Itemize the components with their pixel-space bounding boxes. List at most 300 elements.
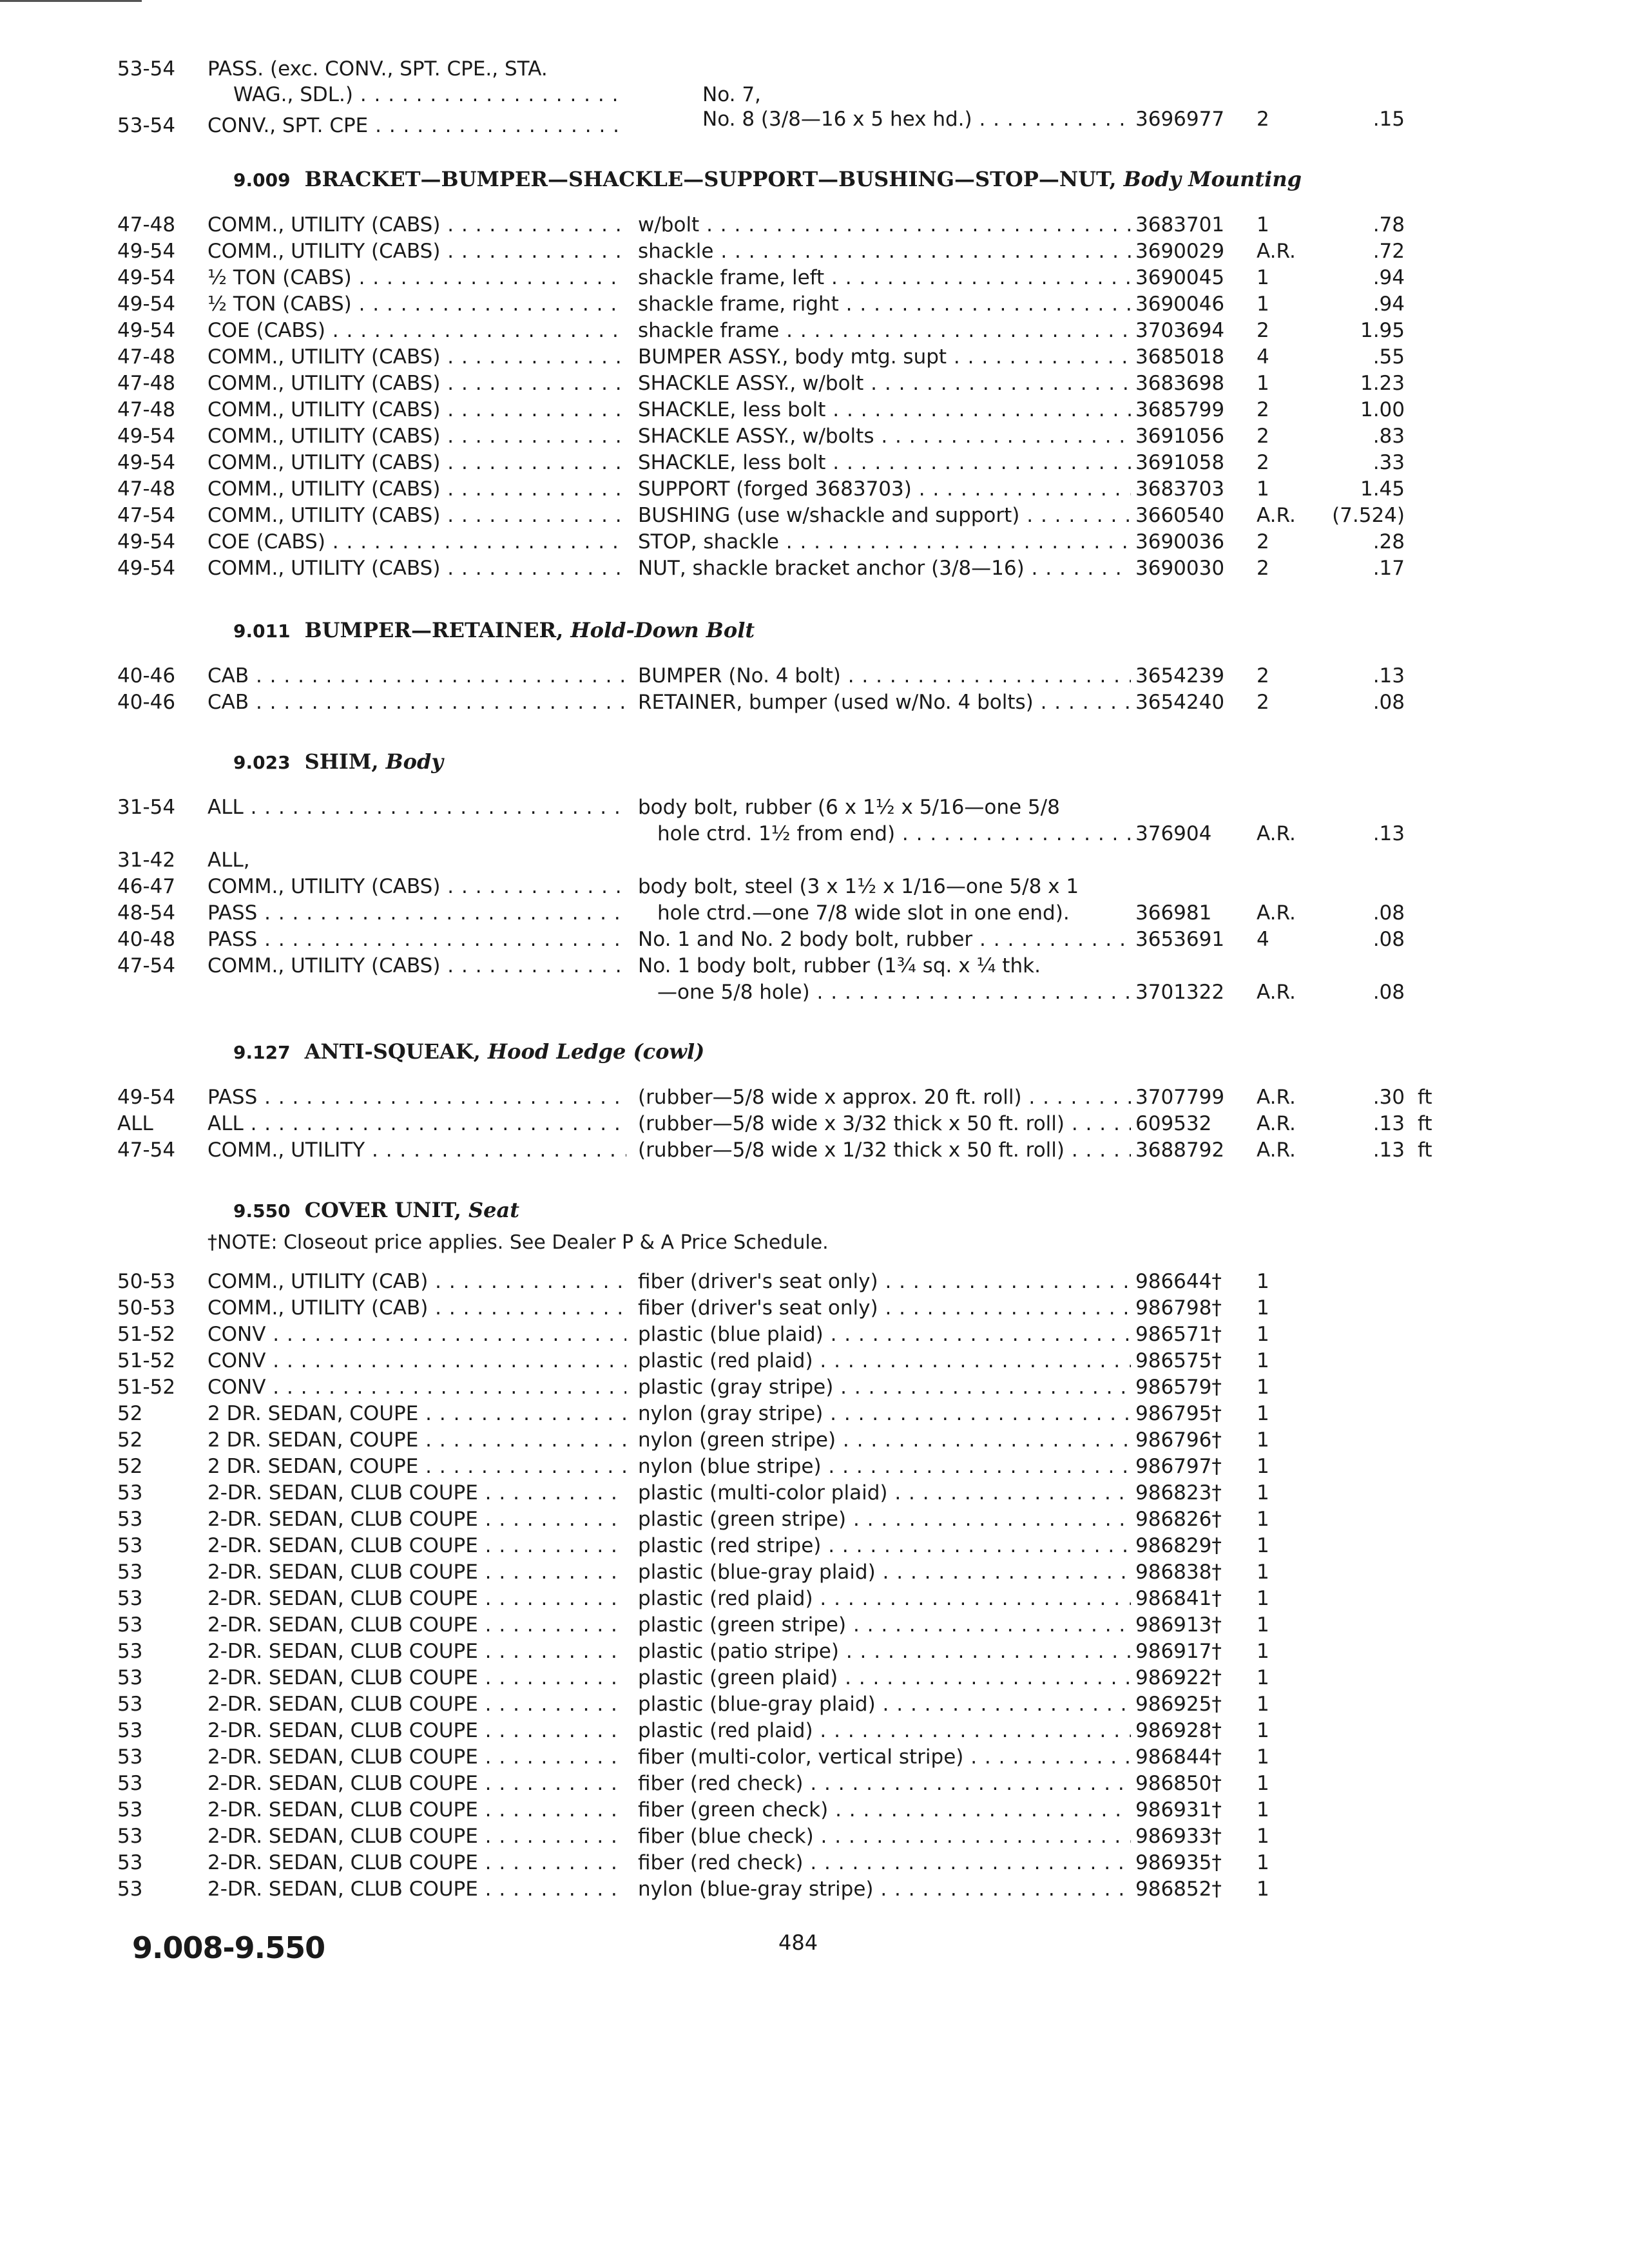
row-model: COMM., UTILITY (CABS) . . . [207,371,626,396]
row-price: 1.95 [1360,319,1405,342]
row-description: nylon (blue stripe) . . . [638,1454,1131,1479]
row-description: plastic (patio stripe) . . . [638,1639,1131,1664]
section-heading [233,749,443,776]
row-model: ALL, [207,849,250,872]
row-quantity: 1 [1257,1719,1269,1742]
row-part-number: 3660540 [1135,504,1225,527]
row-price: .08 [1373,981,1405,1004]
row-part-number: 3685018 [1135,345,1225,369]
row-years: 53 [117,1508,143,1531]
row-model: ½ TON (CABS) . . . [207,292,626,316]
row-model: COMM., UTILITY (CABS) . . . [207,477,626,501]
row-years: 47-54 [117,1139,176,1162]
row-description: shackle frame . . . [638,318,1131,343]
corner-rule [0,0,142,2]
row-years: 53 [117,1851,143,1874]
row-model: CONV . . . [207,1322,626,1347]
row-price: .17 [1373,557,1405,580]
row-price: .30 [1373,1086,1405,1109]
section-title: COVER UNIT, [304,1198,461,1222]
row-description: fiber (green check) . . . [638,1798,1131,1822]
row-model: COMM., UTILITY (CABS) . . . [207,398,626,422]
section-title: BUMPER—RETAINER, [304,618,564,642]
row-quantity: 1 [1257,1481,1269,1504]
row-part-number: 3653691 [1135,928,1225,951]
row-model: COMM., UTILITY (CABS) . . . [207,556,626,581]
row-part-number: 986797† [1135,1455,1222,1478]
row-part-number: 3654239 [1135,664,1225,687]
row-description: plastic (red plaid) . . . [638,1718,1131,1743]
row-model: COE (CABS) . . . [207,318,626,343]
section-heading [233,617,755,644]
row-description: plastic (blue plaid) . . . [638,1322,1131,1347]
row-model: PASS . . . [207,901,626,925]
row-years: 53 [117,1534,143,1557]
section-number: 9.023 [233,752,291,773]
row-description: nylon (gray stripe) . . . [638,1401,1131,1426]
row-model: 2-DR. SEDAN, CLUB COUPE . . . [207,1560,626,1584]
row-price: .83 [1373,425,1405,448]
row-price: .72 [1373,240,1405,263]
row-model: COMM., UTILITY (CABS) . . . [207,345,626,369]
row-quantity: 2 [1257,108,1269,131]
row-quantity: 2 [1257,451,1269,474]
row-quantity: A.R. [1257,504,1296,527]
row-quantity: 1 [1257,266,1269,289]
section-number: 9.550 [233,1200,291,1222]
row-part-number: 986579† [1135,1376,1222,1399]
row-price: .08 [1373,691,1405,714]
row-price: 1.45 [1360,477,1405,501]
row-model: COMM., UTILITY (CABS) . . . [207,213,626,237]
row-part-number: 3683703 [1135,477,1225,501]
row-model: 2-DR. SEDAN, CLUB COUPE . . . [207,1745,626,1769]
section-heading [233,1197,519,1224]
row-years: 53 [117,1745,143,1769]
row-quantity: 2 [1257,530,1269,553]
row-quantity: 1 [1257,1772,1269,1795]
row-part-number: 986925† [1135,1693,1222,1716]
row-years: 50-53 [117,1296,176,1320]
row-description: plastic (multi-color plaid) . . . [638,1481,1131,1505]
row-description: STOP, shackle . . . [638,530,1131,554]
footer-section-range: 9.008-9.550 [132,1930,325,1965]
row-quantity: 1 [1257,1640,1269,1663]
row-quantity: 4 [1257,928,1269,951]
row-quantity: 1 [1257,1825,1269,1848]
section-number: 9.011 [233,620,291,642]
row-model: COMM., UTILITY (CABS) . . . [207,450,626,475]
row-quantity: 1 [1257,1534,1269,1557]
section-title: BRACKET—BUMPER—SHACKLE—SUPPORT—BUSHING—STOP—NUT, [304,167,1117,191]
row-description: BUSHING (use w/shackle and support) . . . [638,503,1131,528]
row-years: 51-52 [117,1323,176,1346]
row-years: 53 [117,1640,143,1663]
row-model-continued: WAG., SDL.) . . . [233,82,626,107]
row-price: .08 [1373,901,1405,925]
row-price: .28 [1373,530,1405,553]
row-description: —one 5/8 hole) . . . [657,980,1131,1004]
row-description: nylon (blue-gray stripe) . . . [638,1877,1131,1901]
row-description: NUT, shackle bracket anchor (3/8—16) . . . [638,556,1131,581]
row-price: 1.00 [1360,398,1405,421]
row-price: .94 [1373,293,1405,316]
row-years: 49-54 [117,1086,176,1109]
row-model: 2 DR. SEDAN, COUPE . . . [207,1401,626,1426]
row-part-number: 986917† [1135,1640,1222,1663]
row-part-number: 3691056 [1135,425,1225,448]
row-years: 53 [117,1613,143,1637]
row-quantity: 1 [1257,293,1269,316]
row-part-number: 366981 [1135,901,1212,925]
row-description: plastic (green stripe) . . . [638,1613,1131,1637]
row-description: (rubber—5/8 wide x 1/32 thick x 50 ft. roll) . . . [638,1138,1131,1162]
row-description-continued: No. 8 (3/8—16 x 5 hex hd.) . . . [702,107,1131,131]
row-price: .08 [1373,928,1405,951]
row-description: BUMPER ASSY., body mtg. supt . . . [638,345,1131,369]
row-years: 53 [117,1481,143,1504]
section-subtitle: Body Mounting [1116,167,1302,191]
row-model: 2-DR. SEDAN, CLUB COUPE . . . [207,1481,626,1505]
row-description: fiber (blue check) . . . [638,1824,1131,1849]
row-quantity: 1 [1257,1455,1269,1478]
row-part-number: 986571† [1135,1323,1222,1346]
row-years: 53 [117,1561,143,1584]
row-years: 53 [117,1693,143,1716]
row-model: 2-DR. SEDAN, CLUB COUPE . . . [207,1798,626,1822]
row-part-number: 986852† [1135,1878,1222,1901]
section-heading [233,166,1302,193]
row-model: ALL . . . [207,1111,626,1136]
row-quantity: 1 [1257,1798,1269,1821]
row-model: 2-DR. SEDAN, CLUB COUPE . . . [207,1824,626,1849]
row-years: 49-54 [117,451,176,474]
row-years: 53 [117,1719,143,1742]
row-price: (7.524) [1332,504,1405,527]
row-quantity: 1 [1257,1376,1269,1399]
row-model: COMM., UTILITY . . . [207,1138,626,1162]
row-price: 1.23 [1360,372,1405,395]
row-model: CAB . . . [207,664,626,688]
row-description: body bolt, rubber (6 x 1½ x 5/16—one 5/8 [638,796,1060,819]
row-model: 2 DR. SEDAN, COUPE . . . [207,1428,626,1452]
section-subtitle: Hold-Down Bolt [563,618,755,642]
row-model: 2-DR. SEDAN, CLUB COUPE . . . [207,1771,626,1796]
row-quantity: 1 [1257,477,1269,501]
row-part-number: 3701322 [1135,981,1225,1004]
row-part-number: 986922† [1135,1666,1222,1689]
section-subtitle: Hood Ledge (cowl) [480,1039,705,1064]
row-years: 40-46 [117,664,176,687]
row-model: 2-DR. SEDAN, CLUB COUPE . . . [207,1877,626,1901]
row-years: 47-54 [117,954,176,977]
row-part-number: 986933† [1135,1825,1222,1848]
row-part-number: 3691058 [1135,451,1225,474]
row-description: (rubber—5/8 wide x 3/32 thick x 50 ft. roll) . . . [638,1111,1131,1136]
row-part-number: 3683701 [1135,213,1225,236]
row-model: 2-DR. SEDAN, CLUB COUPE . . . [207,1850,626,1875]
row-part-number: 986829† [1135,1534,1222,1557]
row-part-number: 3690046 [1135,293,1225,316]
section-title: SHIM, [304,749,379,774]
row-description: plastic (green stripe) . . . [638,1507,1131,1532]
row-years: 49-54 [117,425,176,448]
row-years: 47-48 [117,345,176,369]
row-part-number: 3683698 [1135,372,1225,395]
row-years: 49-54 [117,240,176,263]
row-model: COMM., UTILITY (CABS) . . . [207,503,626,528]
row-quantity: 1 [1257,1296,1269,1320]
row-description: body bolt, steel (3 x 1½ x 1/16—one 5/8 x 1 [638,875,1079,898]
row-model: 2-DR. SEDAN, CLUB COUPE . . . [207,1533,626,1558]
row-model: COMM., UTILITY (CABS) . . . [207,239,626,264]
row-part-number: 986841† [1135,1587,1222,1610]
row-years: 47-48 [117,213,176,236]
row-quantity: 1 [1257,1693,1269,1716]
row-model: 2-DR. SEDAN, CLUB COUPE . . . [207,1692,626,1716]
row-years: 49-54 [117,293,176,316]
row-part-number: 986838† [1135,1561,1222,1584]
row-price: .13 [1373,822,1405,845]
row-part-number: 986575† [1135,1349,1222,1372]
row-quantity: A.R. [1257,822,1296,845]
row-price: .78 [1373,213,1405,236]
row-price: .13 [1373,664,1405,687]
row-quantity: A.R. [1257,981,1296,1004]
row-price: .55 [1373,345,1405,369]
row-years: 53 [117,1772,143,1795]
row-description: No. 7, [702,83,761,106]
row-model: 2-DR. SEDAN, CLUB COUPE . . . [207,1718,626,1743]
row-quantity: 1 [1257,372,1269,395]
row-years: 50-53 [117,1270,176,1293]
row-years: 47-48 [117,372,176,395]
row-description: fiber (driver's seat only) . . . [638,1296,1131,1320]
row-quantity: 1 [1257,1587,1269,1610]
row-years: 47-48 [117,477,176,501]
row-model: CONV . . . [207,1375,626,1399]
row-quantity: 1 [1257,1878,1269,1901]
row-model: ½ TON (CABS) . . . [207,265,626,290]
row-years: 40-48 [117,928,176,951]
row-description: SHACKLE ASSY., w/bolts . . . [638,424,1131,448]
row-description: shackle . . . [638,239,1131,264]
row-description: BUMPER (No. 4 bolt) . . . [638,664,1131,688]
row-years: 49-54 [117,319,176,342]
row-description: fiber (red check) . . . [638,1850,1131,1875]
row-quantity: 1 [1257,1270,1269,1293]
row-quantity: A.R. [1257,1086,1296,1109]
row-part-number: 986913† [1135,1613,1222,1637]
row-model: COMM., UTILITY (CAB) . . . [207,1269,626,1294]
row-quantity: 1 [1257,1402,1269,1425]
row-years: 53 [117,1878,143,1901]
row-years: 47-48 [117,398,176,421]
row-quantity: 1 [1257,1508,1269,1531]
row-description: SHACKLE ASSY., w/bolt . . . [638,371,1131,396]
row-years: 53 [117,1798,143,1821]
row-part-number: 986796† [1135,1428,1222,1452]
row-part-number: 3688792 [1135,1139,1225,1162]
row-model: 2-DR. SEDAN, CLUB COUPE . . . [207,1613,626,1637]
row-part-number: 3690036 [1135,530,1225,553]
row-description: plastic (red plaid) . . . [638,1349,1131,1373]
section-number: 9.009 [233,169,291,191]
row-quantity: 1 [1257,1851,1269,1874]
row-part-number: 986826† [1135,1508,1222,1531]
row-years: 51-52 [117,1349,176,1372]
row-quantity: 2 [1257,664,1269,687]
row-part-number: 3690030 [1135,557,1225,580]
row-quantity: 1 [1257,1323,1269,1346]
row-quantity: 2 [1257,691,1269,714]
row-model: COE (CABS) . . . [207,530,626,554]
row-model: PASS . . . [207,1085,626,1110]
row-quantity: 2 [1257,425,1269,448]
section-title: ANTI-SQUEAK, [304,1039,481,1064]
row-part-number: 3707799 [1135,1086,1225,1109]
row-description: fiber (multi-color, vertical stripe) . . . [638,1745,1131,1769]
row-model: PASS . . . [207,927,626,952]
row-part-number: 609532 [1135,1112,1212,1135]
row-years: 47-54 [117,504,176,527]
row-description: plastic (blue-gray plaid) . . . [638,1560,1131,1584]
row-description: plastic (red stripe) . . . [638,1533,1131,1558]
row-model: COMM., UTILITY (CABS) . . . [207,424,626,448]
row-description: shackle frame, right . . . [638,292,1131,316]
row-description: No. 1 body bolt, rubber (1¾ sq. x ¼ thk. [638,954,1041,977]
row-years: 52 [117,1455,143,1478]
row-description: fiber (driver's seat only) . . . [638,1269,1131,1294]
row-quantity: 1 [1257,1561,1269,1584]
row-years: 52 [117,1428,143,1452]
row-model: PASS. (exc. CONV., SPT. CPE., STA. [207,57,548,81]
row-part-number: 3696977 [1135,108,1225,131]
row-description: SHACKLE, less bolt . . . [638,450,1131,475]
row-quantity: 2 [1257,319,1269,342]
row-part-number: 986644† [1135,1270,1222,1293]
row-model: COMM., UTILITY (CAB) . . . [207,1296,626,1320]
section-note: †NOTE: Closeout price applies. See Dealer P & A Price Schedule. [207,1231,829,1254]
row-description: w/bolt . . . [638,213,1131,237]
row-part-number: 986795† [1135,1402,1222,1425]
row-years: 49-54 [117,266,176,289]
row-model: CONV . . . [207,1349,626,1373]
row-years: 53 [117,1666,143,1689]
row-quantity: 2 [1257,557,1269,580]
row-part-number: 376904 [1135,822,1212,845]
row-years: 49-54 [117,557,176,580]
row-model: CONV., SPT. CPE . . . [207,113,626,138]
row-quantity: A.R. [1257,1139,1296,1162]
row-part-number: 3690029 [1135,240,1225,263]
row-part-number: 3690045 [1135,266,1225,289]
row-unit: ft [1418,1086,1432,1109]
row-description: (rubber—5/8 wide x approx. 20 ft. roll) . . . [638,1085,1131,1110]
row-model: 2-DR. SEDAN, CLUB COUPE . . . [207,1507,626,1532]
row-model: 2 DR. SEDAN, COUPE . . . [207,1454,626,1479]
row-quantity: A.R. [1257,901,1296,925]
row-price: .13 [1373,1112,1405,1135]
row-price: .94 [1373,266,1405,289]
row-description: plastic (green plaid) . . . [638,1666,1131,1690]
row-description: plastic (blue-gray plaid) . . . [638,1692,1131,1716]
row-years: 48-54 [117,901,176,925]
row-model: 2-DR. SEDAN, CLUB COUPE . . . [207,1666,626,1690]
row-quantity: 1 [1257,1745,1269,1769]
row-years: 31-42 [117,849,176,872]
section-subtitle: Seat [461,1198,519,1222]
row-part-number: 3654240 [1135,691,1225,714]
row-part-number: 3703694 [1135,319,1225,342]
row-model: 2-DR. SEDAN, CLUB COUPE . . . [207,1639,626,1664]
row-price: .15 [1373,108,1405,131]
row-price: .13 [1373,1139,1405,1162]
row-model: COMM., UTILITY (CABS) . . . [207,874,626,899]
row-years: 53-54 [117,114,176,137]
row-description: RETAINER, bumper (used w/No. 4 bolts) . . . [638,690,1131,715]
row-quantity: A.R. [1257,1112,1296,1135]
row-years: 51-52 [117,1376,176,1399]
row-part-number: 986935† [1135,1851,1222,1874]
row-quantity: 1 [1257,1428,1269,1452]
row-unit: ft [1418,1139,1432,1162]
row-years: 52 [117,1402,143,1425]
row-description: SHACKLE, less bolt . . . [638,398,1131,422]
row-years: ALL [117,1112,153,1135]
section-heading [233,1039,704,1066]
row-description: shackle frame, left . . . [638,265,1131,290]
row-quantity: 4 [1257,345,1269,369]
row-part-number: 986844† [1135,1745,1222,1769]
row-part-number: 986850† [1135,1772,1222,1795]
row-years: 49-54 [117,530,176,553]
row-quantity: 2 [1257,398,1269,421]
row-description: plastic (gray stripe) . . . [638,1375,1131,1399]
row-part-number: 986798† [1135,1296,1222,1320]
row-model: COMM., UTILITY (CABS) . . . [207,954,626,978]
row-description: hole ctrd.—one 7/8 wide slot in one end). [657,901,1070,925]
row-model: CAB . . . [207,690,626,715]
row-years: 46-47 [117,875,176,898]
row-description: fiber (red check) . . . [638,1771,1131,1796]
row-model: 2-DR. SEDAN, CLUB COUPE . . . [207,1586,626,1611]
row-quantity: 1 [1257,1666,1269,1689]
row-description: No. 1 and No. 2 body bolt, rubber . . . [638,927,1131,952]
row-description: SUPPORT (forged 3683703) . . . [638,477,1131,501]
section-subtitle: Body [378,749,443,774]
row-quantity: 1 [1257,1613,1269,1637]
row-years: 40-46 [117,691,176,714]
row-quantity: 1 [1257,1349,1269,1372]
row-quantity: A.R. [1257,240,1296,263]
row-part-number: 986823† [1135,1481,1222,1504]
row-description: nylon (green stripe) . . . [638,1428,1131,1452]
row-part-number: 3685799 [1135,398,1225,421]
row-model: ALL . . . [207,795,626,820]
row-years: 31-54 [117,796,176,819]
row-years: 53 [117,1825,143,1848]
row-price: .33 [1373,451,1405,474]
row-years: 53 [117,1587,143,1610]
row-years: 53-54 [117,57,176,81]
row-description: hole ctrd. 1½ from end) . . . [657,822,1131,846]
section-number: 9.127 [233,1042,291,1063]
row-part-number: 986931† [1135,1798,1222,1821]
row-part-number: 986928† [1135,1719,1222,1742]
page-number: 484 [778,1930,818,1955]
row-unit: ft [1418,1112,1432,1135]
